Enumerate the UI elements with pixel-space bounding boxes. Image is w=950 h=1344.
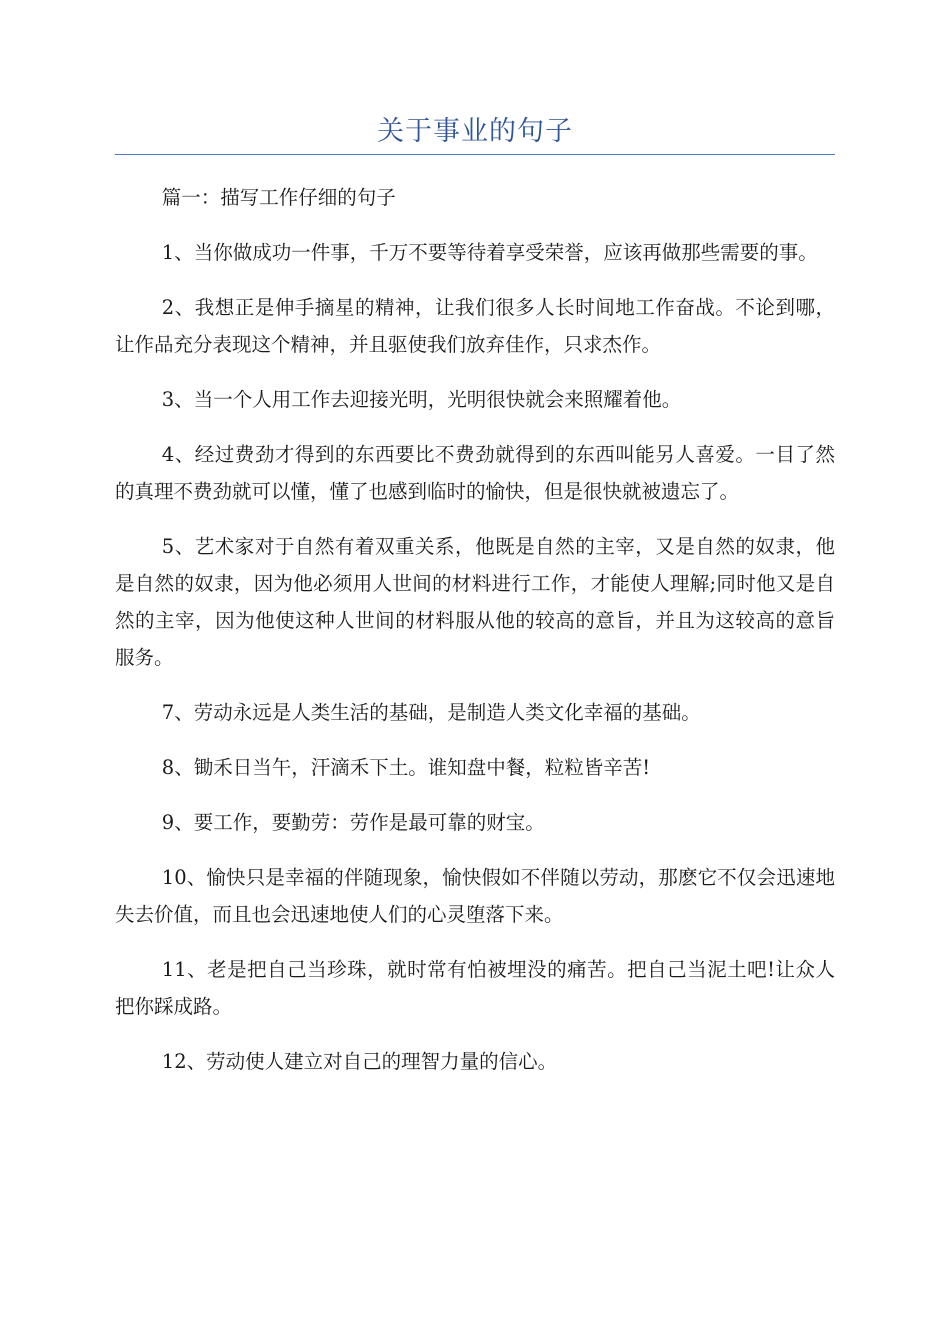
quote-paragraph: 9、要工作，要勤劳：劳作是最可靠的财宝。	[161, 811, 545, 834]
quote-paragraph: 4、经过费劲才得到的东西要比不费劲就得到的东西叫能另人喜爱。一目了然的真理不费劲就可以懂，懂了也感到临时的愉快，但是很快就被遗忘了。	[115, 443, 835, 503]
quote-paragraph: 11、老是把自己当珍珠，就时常有怕被埋没的痛苦。把自己当泥土吧!让众人把你踩成路。	[115, 958, 835, 1018]
quote-paragraph: 1、当你做成功一件事，千万不要等待着享受荣誉，应该再做那些需要的事。	[161, 241, 818, 264]
quote-paragraph: 10、愉快只是幸福的伴随现象，愉快假如不伴随以劳动，那麽它不仅会迅速地失去价值，而且也会迅速地使人们的心灵堕落下来。	[115, 866, 835, 926]
quote-paragraph: 12、劳动使人建立对自己的理智力量的信心。	[161, 1050, 558, 1073]
title-underline	[115, 154, 835, 155]
quote-paragraph: 3、当一个人用工作去迎接光明，光明很快就会来照耀着他。	[161, 388, 682, 411]
quote-paragraph: 8、锄禾日当午，汗滴禾下土。谁知盘中餐，粒粒皆辛苦!	[161, 756, 651, 779]
quote-paragraph: 7、劳动永远是人类生活的基础，是制造人类文化幸福的基础。	[161, 701, 701, 724]
document-page	[115, 0, 835, 1098]
document-body	[115, 179, 835, 1080]
document-title: 关于事业的句子	[377, 116, 573, 147]
section-heading: 篇一：描写工作仔细的句子	[161, 186, 396, 209]
quote-paragraph: 2、我想正是伸手摘星的精神，让我们很多人长时间地工作奋战。不论到哪，让作品充分表现这个精神，并且驱使我们放弃佳作，只求杰作。	[115, 296, 835, 356]
quote-paragraph: 5、艺术家对于自然有着双重关系，他既是自然的主宰，又是自然的奴隶，他是自然的奴隶，因为他必须用人世间的材料进行工作，才能使人理解;同时他又是自然的主宰，因为他使这种人世间的材料服从他的较高的意旨，并且为这较高的意旨服务。	[115, 535, 835, 669]
